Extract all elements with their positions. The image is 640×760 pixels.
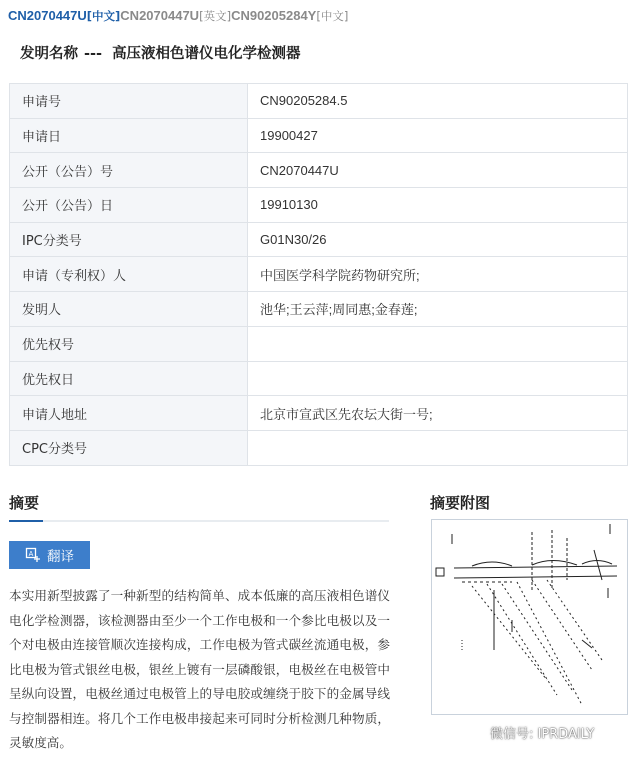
info-key: 优先权日 — [10, 361, 248, 396]
info-key: 申请号 — [10, 84, 248, 119]
info-key: CPC分类号 — [10, 430, 248, 465]
translate-label: 翻译 — [47, 549, 74, 565]
info-key: 优先权号 — [10, 326, 248, 361]
title-value: 高压液相色谱仪电化学检测器 — [112, 46, 301, 62]
info-value: G01N30/26 — [248, 222, 628, 257]
translate-icon — [25, 547, 41, 563]
info-value: 19910130 — [248, 188, 628, 223]
abstract-figure[interactable] — [431, 519, 628, 715]
info-row — [10, 153, 628, 188]
abstract-heading-text: 摘要 — [9, 494, 40, 512]
patent-info-table — [9, 83, 628, 466]
doc-tab-lang: [英文] — [199, 9, 232, 23]
info-value: CN90205284.5 — [248, 84, 628, 119]
figure-heading: 摘要附图 — [430, 494, 491, 512]
info-row — [10, 118, 628, 153]
info-key: 公开（公告）号 — [10, 153, 248, 188]
info-key: 申请日 — [10, 118, 248, 153]
doc-tab-number: CN2070447U — [120, 8, 200, 23]
info-row — [10, 188, 628, 223]
doc-tab-cn-en[interactable] — [120, 5, 231, 24]
info-key: IPC分类号 — [10, 222, 248, 257]
doc-tab-number: CN90205284Y — [231, 8, 317, 23]
document-tabs — [8, 5, 348, 25]
doc-tab-number: CN2070447U — [8, 8, 87, 23]
info-value — [248, 326, 628, 361]
info-key: 申请（专利权）人 — [10, 257, 248, 292]
info-row — [10, 84, 628, 119]
info-value — [248, 361, 628, 396]
info-value: CN2070447U — [248, 153, 628, 188]
translate-button[interactable] — [9, 541, 90, 569]
patent-drawing-image — [432, 520, 627, 714]
doc-tab-cn-y-zh[interactable] — [231, 5, 348, 24]
info-key: 公开（公告）日 — [10, 188, 248, 223]
info-value: 北京市宣武区先农坛大街一号; — [248, 396, 628, 431]
title-label: 发明名称 — [20, 46, 78, 62]
info-value: 19900427 — [248, 118, 628, 153]
info-value: 池华;王云萍;周同惠;金春莲; — [248, 292, 628, 327]
invention-title — [20, 42, 301, 63]
svg-text:A: A — [28, 551, 34, 558]
doc-tab-cn-zh[interactable] — [8, 5, 120, 24]
abstract-text: 本实用新型披露了一种新型的结构简单、成本低廉的高压液相色谱仪电化学检测器，该检测器由至少一个工作电极和一个参比电极以及一个对电极由连接管顺次连接构成，工作电极为管式碳丝流通电极，参比电极为管式银丝电极，银丝上镀有一层磷酸银，电极丝在电极管中呈纵向设置，电极丝通过电极管上的导电胶或缠绕于胶下的金属导线与控制器相连。将几个工作电极串接起来可同时分析检测几种物质，灵敏度高。 — [9, 588, 390, 750]
info-row — [10, 430, 628, 465]
watermark-text: 微信号: IPRDAILY — [490, 726, 595, 742]
info-value: 中国医学科学院药物研究所; — [248, 257, 628, 292]
info-value — [248, 430, 628, 465]
info-row — [10, 257, 628, 292]
info-key: 发明人 — [10, 292, 248, 327]
info-key: 申请人地址 — [10, 396, 248, 431]
abstract-heading — [9, 492, 389, 522]
info-row — [10, 326, 628, 361]
wechat-icon — [462, 723, 484, 741]
info-row — [10, 292, 628, 327]
wechat-watermark — [462, 719, 594, 745]
doc-tab-lang: [中文] — [316, 9, 349, 23]
doc-tab-lang: [中文] — [86, 9, 121, 23]
title-separator: --- — [84, 46, 103, 62]
info-row — [10, 222, 628, 257]
info-row — [10, 361, 628, 396]
info-row — [10, 396, 628, 431]
